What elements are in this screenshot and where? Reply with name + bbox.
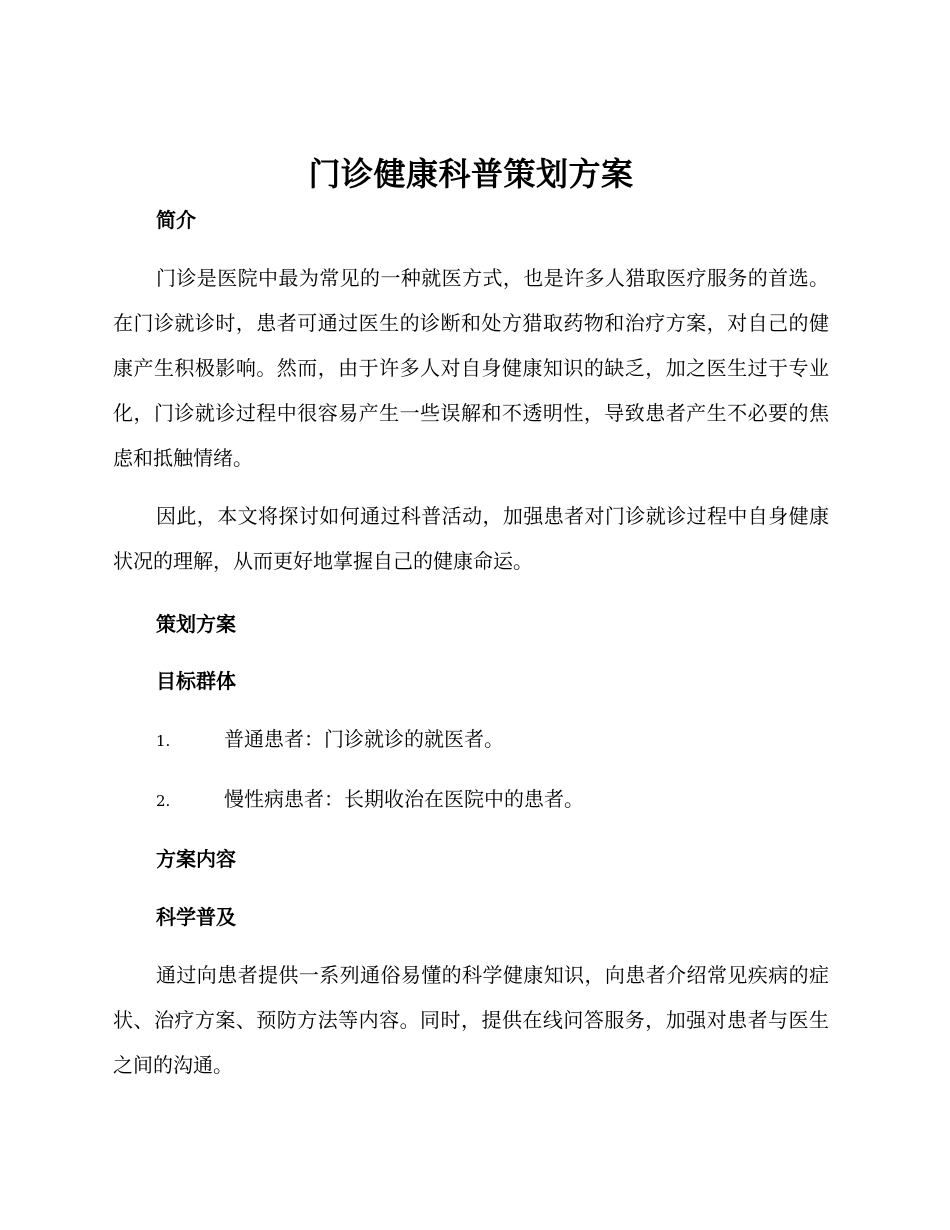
- intro-paragraph-1: 门诊是医院中最为常见的一种就医方式，也是许多人猎取医疗服务的首选。在门诊就诊时，患者可通过医生的诊断和处方猎取药物和治疗方案，对自己的健康产生积极影响。然而，由于许多人对自身健康知识的缺乏，加之医生过于专业化，门诊就诊过程中很容易产生一些误解和不透明性，导致患者产生不必要的焦虑和抵触情绪。: [113, 266, 829, 470]
- intro-paragraph-2: 因此，本文将探讨如何通过科普活动，加强患者对门诊就诊过程中自身健康状况的理解，从而更好地掌握自己的健康命运。: [113, 504, 829, 573]
- list-number: 2.: [156, 792, 171, 810]
- section-heading-target: 目标群体: [156, 669, 236, 693]
- science-paragraph: 通过向患者提供一系列通俗易懂的科学健康知识，向患者介绍常见疾病的症状、治疗方案、预防方法等内容。同时，提供在线问答服务，加强对患者与医生之间的沟通。: [113, 963, 829, 1077]
- section-heading-plan: 策划方案: [156, 612, 236, 636]
- list-text: 慢性病患者：长期收治在医院中的患者。: [224, 787, 584, 811]
- list-text: 普通患者：门诊就诊的就医者。: [224, 727, 504, 751]
- list-number: 1.: [156, 732, 171, 750]
- document-page: [113, 150, 829, 1088]
- document-title: 门诊健康科普策划方案: [308, 155, 634, 193]
- list-item: [113, 785, 829, 815]
- section-heading-content: 方案内容: [156, 847, 236, 871]
- section-heading-intro: 简介: [156, 208, 196, 232]
- section-heading-science: 科学普及: [156, 905, 236, 929]
- list-item: [113, 725, 829, 755]
